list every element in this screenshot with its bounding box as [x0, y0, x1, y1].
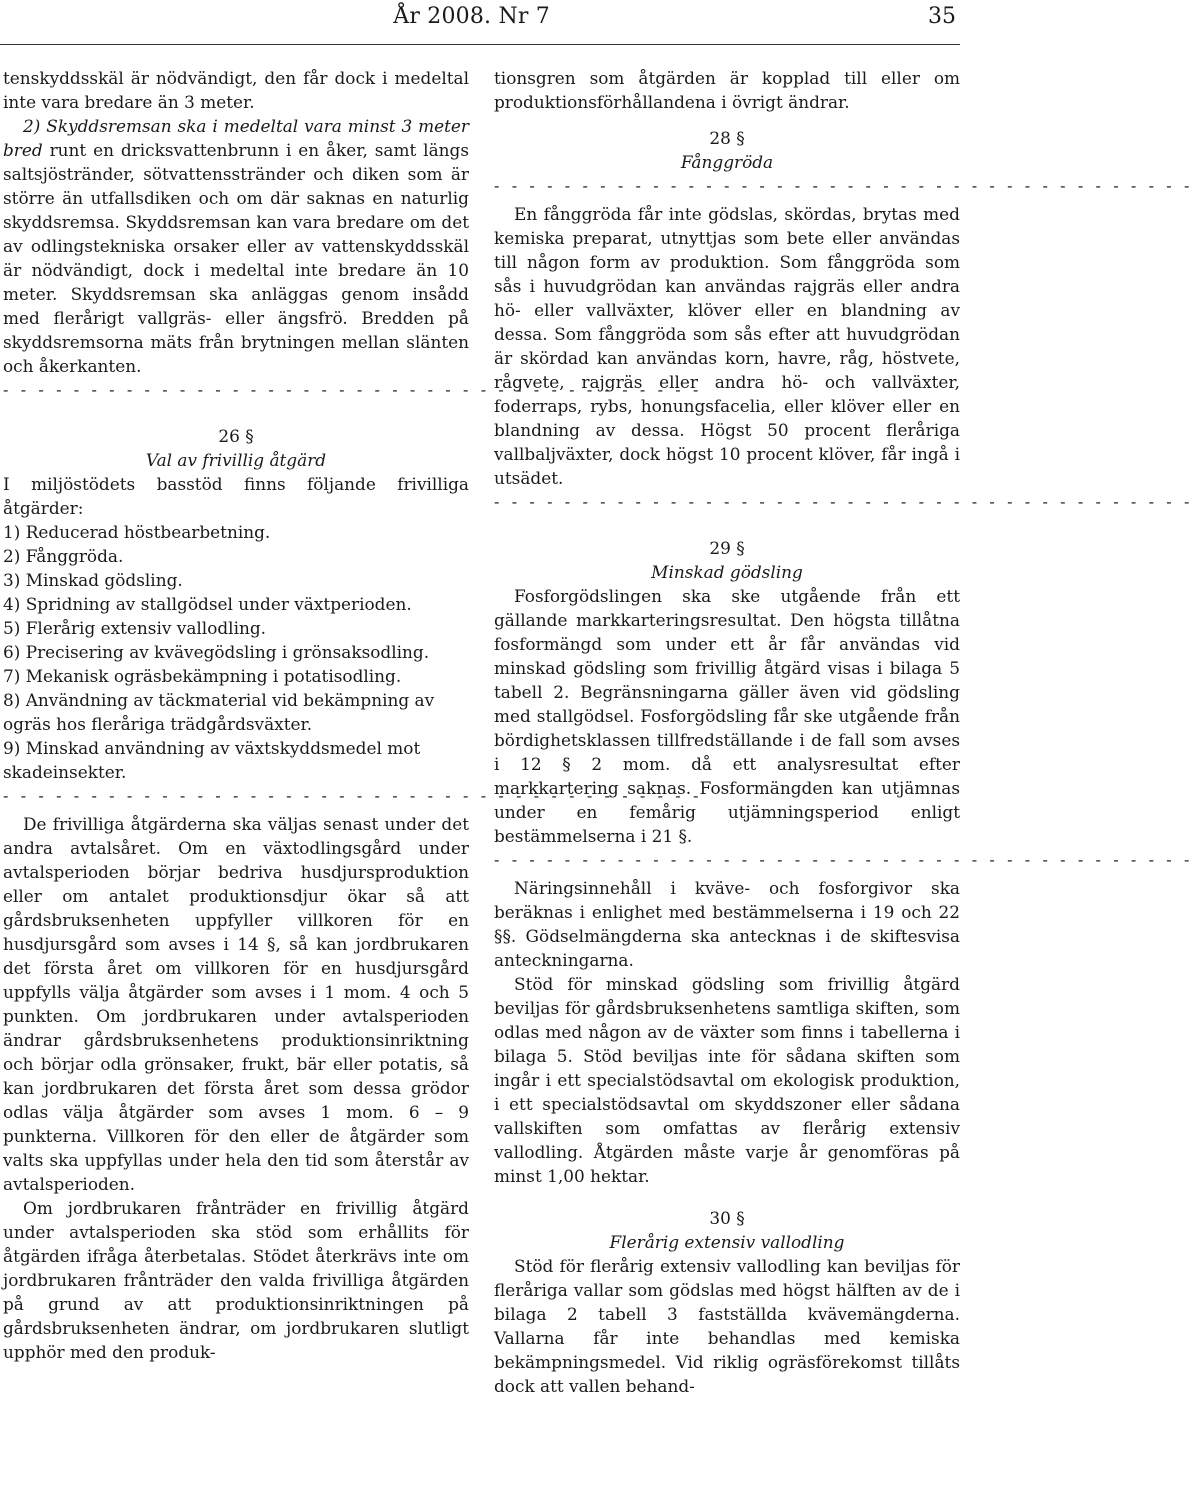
- dashed-separator: - - - - - - - - - - - - - - - - - - - - - - - - - - - - - - - - - - - - - - - -: [494, 176, 1193, 195]
- section-title: Val av frivillig åtgärd: [145, 450, 327, 470]
- left-column: [3, 66, 703, 1364]
- paragraph: De frivilliga åtgärderna ska väljas senast under det andra avtalsåret. Om en växtodlingsgård under avtalsperioden börjar bedriva husdjursproduktion eller om antalet produktionsdjur ökar så att gårdsbruksenheten uppfyller villkoren för en husdjursgård som avses i 14 §, så kan jordbrukaren det första året om villkoren för en husdjursgård uppfylls välja åtgärder som avses i 1 mom. 4 och 5 punkten. Om jordbrukaren under avtalsperioden ändrar gårdsbruksenhetens produktionsinriktning och börjar odla grönsaker, frukt, bär eller potatis, så kan jordbrukaren det första året som dessa grödor odlas välja åtgärder som avses 1 mom. 6 – 9 punkterna. Villkoren för den eller de åtgärder som valts ska uppfyllas under hela den tid som återstår av avtalsperioden.: [3, 814, 469, 1194]
- section-title: Minskad gödsling: [651, 562, 803, 582]
- paragraph: tenskyddsskäl är nödvändigt, den får dock i medeltal inte vara bredare än 3 meter.: [3, 68, 469, 112]
- paragraph: Näringsinnehåll i kväve- och fosforgivor ska beräknas i enlighet med bestämmelserna i 19 och 22 §§. Gödselmängderna ska antecknas i de skiftesvisa anteckningarna.: [494, 878, 960, 970]
- paragraph: En fånggröda får inte gödslas, skördas, brytas med kemiska preparat, utnyttjas som bete eller användas till någon form av produktion. Som fånggröda som sås i huvudgrödan kan användas rajgräs eller andra hö- eller vallväxter, klöver eller en blandning av dessa. Som fånggröda som sås efter att huvudgrödan är skördad kan användas korn, havre, råg, höstvete, rågvete, rajgräs eller andra hö- och vallväxter, foderraps, rybs, honungsfacelia, eller klöver eller en blandning av dessa. Högst 50 procent fleråriga vallbaljväxter, dock högst 10 procent klöver, får ingå i utsädet.: [494, 204, 960, 488]
- header-rule: [0, 44, 960, 45]
- italic-lead: 2) Skyddsremsan ska i medeltal vara minst 3 meter bred: [3, 116, 469, 160]
- page-number: 35: [928, 4, 956, 29]
- list-item: 5) Flerårig extensiv vallodling.: [3, 618, 267, 638]
- list-item: 1) Reducerad höstbearbetning.: [3, 522, 271, 542]
- paragraph: Om jordbrukaren frånträder en frivillig åtgärd under avtalsperioden ska stöd som erhållits för åtgärden ifråga återbetalas. Stödet återkrävs inte om jordbrukaren frånträder den valda frivilliga åtgärden på grund av att produktionsinriktningen på gårdsbruksenheten ändrar, om jordbrukaren slutligt upphör med den produk-: [3, 1198, 469, 1362]
- list-item: 6) Precisering av kvävegödsling i grönsaksodling.: [3, 642, 430, 662]
- paragraph: Fosforgödslingen ska ske utgående från ett gällande markkarteringsresultat. Den högsta tillåtna fosformängd som under ett år får användas vid minskad gödsling som frivillig åtgärd visas i bilaga 5 tabell 2. Begränsningarna gäller även vid gödsling med stallgödsel. Fosforgödsling får ske utgående från bördighetsklassen tillfredställande i de fall som avses i 12 § 2 mom. då ett analysresultat efter markkartering saknas. Fosformängden kan utjämnas under en femårig utjämningsperiod enligt bestämmelserna i 21 §.: [494, 586, 960, 846]
- paragraph-text: runt en dricksvattenbrunn i en åker, samt längs saltsjöstränder, sötvattensstränder och diken som är större än utfallsdiken och om där saknas en naturlig skyddsremsa. Skyddsremsan kan vara bredare om det av odlingstekniska orsaker eller av vattenskyddsskäl är nödvändigt, dock i medeltal inte bredare än 10 meter. Skyddsremsan ska anläggas genom insådd med flerårigt vallgräs- eller ängsfrö. Bredden på skyddsremsorna mäts från brytningen mellan slänten och åkerkanten.: [3, 140, 469, 376]
- spacer: [494, 1188, 960, 1206]
- list-item: 3) Minskad gödsling.: [3, 570, 183, 590]
- right-column: [494, 66, 1193, 1398]
- list-item: 2) Fånggröda.: [3, 546, 124, 566]
- page-header: [0, 0, 960, 44]
- list-item: 9) Minskad användning av växtskyddsmedel mot skadeinsekter.: [3, 738, 421, 782]
- section-title: Flerårig extensiv vallodling: [609, 1232, 845, 1252]
- paragraph: Stöd för flerårig extensiv vallodling kan beviljas för fleråriga vallar som gödslas med högst hälften av de i bilaga 2 tabell 3 fastställda kvävemängderna. Vallarna får inte behandlas med kemiska bekämpningsmedel. Vid riklig ogräsförekomst tillåts dock att vallen behand-: [494, 1256, 960, 1396]
- paragraph-2: [3, 114, 469, 378]
- paragraph: Stöd för minskad gödsling som frivillig åtgärd beviljas för gårdsbruksenhetens samtliga skiften, som odlas med någon av de växter som finns i tabellerna i bilaga 5. Stöd beviljas inte för sådana skiften som ingår i ett specialstödsavtal om ekologisk produktion, i ett specialstödsavtal om skyddszoner eller sådana vallskiften som omfattas av flerårig extensiv vallodling. Åtgärden måste varje år genomföras på minst 1,00 hektar.: [494, 974, 960, 1186]
- section-number: 29 §: [709, 538, 745, 558]
- section-number: 30 §: [709, 1208, 745, 1228]
- paragraph: tionsgren som åtgärden är kopplad till eller om produktionsförhållandena i övrigt ändrar.: [494, 68, 960, 112]
- issue-label: År 2008. Nr 7: [393, 4, 550, 29]
- section-number: 26 §: [218, 426, 254, 446]
- list-item: 8) Användning av täckmaterial vid bekämpning av ogräs hos fleråriga trädgårdsväxter.: [3, 690, 435, 734]
- section-number: 28 §: [709, 128, 745, 148]
- dashed-separator: - - - - - - - - - - - - - - - - - - - - - - - - - - - - - - - - - - - - - - - -: [494, 492, 1193, 511]
- spacer: [3, 406, 469, 424]
- section-title: Fånggröda: [680, 152, 774, 172]
- dashed-separator: - - - - - - - - - - - - - - - - - - - - - - - - - - - - - - - - - - - - - - - -: [494, 850, 1193, 869]
- list-item: 4) Spridning av stallgödsel under växtperioden.: [3, 594, 412, 614]
- dashed-separator: - - - - - - - - - - - - - - - - - - - - - - - - - - - - - - - - - - - - - - - -: [3, 786, 703, 805]
- dashed-separator: - - - - - - - - - - - - - - - - - - - - - - - - - - - - - - - - - - - - - - - -: [3, 380, 703, 399]
- spacer: [494, 114, 960, 126]
- paragraph: I miljöstödets basstöd finns följande frivilliga åtgärder:: [3, 474, 469, 518]
- list-item: 7) Mekanisk ogräsbekämpning i potatisodling.: [3, 666, 402, 686]
- spacer: [494, 518, 960, 536]
